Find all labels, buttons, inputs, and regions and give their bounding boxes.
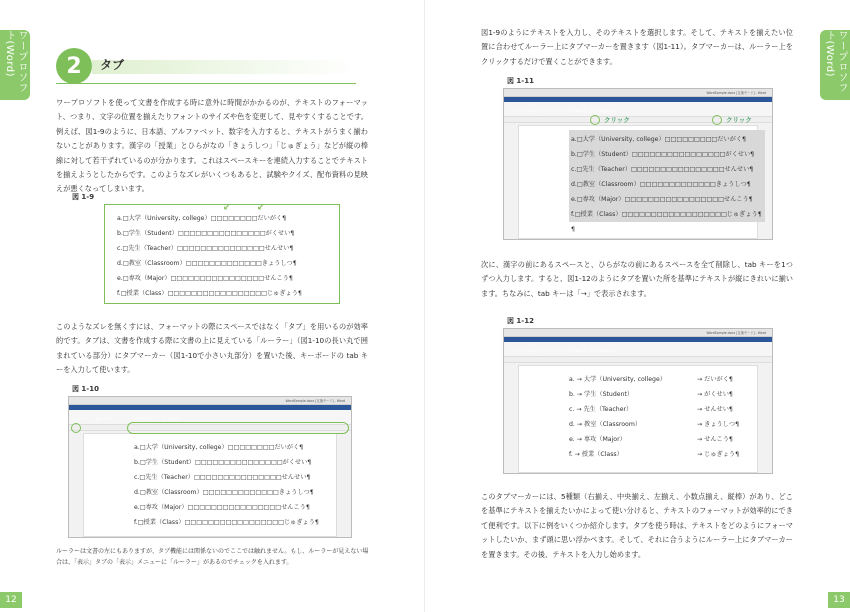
figure-1-11-word-window [503,88,773,240]
section-title: タブ [100,58,125,72]
section-heading-bar [92,60,356,74]
right-page [425,0,850,612]
word-ribbon [504,337,772,357]
table-row: f. → 授業（Class） → じゅぎょう¶ [569,451,740,458]
arrow-icon: ↙ [257,203,265,213]
tab-marker-1 [590,115,600,125]
select-text-paragraph: 図1-9のようにテキストを入力し、そのテキストを選択します。そして、テキストを揃えたい位置に合わせてルーラー上にタブマーカーを置きます（図1-11）。タブマーカーは、ルーラー上をクリックするだけで置くことができます。 [481,28,793,66]
footnote: ルーラーは文書の左にもありますが、タブ機能には関係ないのでここでは触れません。もし、ルーラーが見えない場合は、「表示」タブの「表示」メニューに「ルーラー」があるのでチェックを入れます。 [56,548,369,566]
word-title-bar: WordSample.docx [互換モード] - Word [69,397,351,405]
list-item: d.□教室（Classroom）□□□□□□□□□□□□□きょうしつ¶ [571,181,751,188]
table-row: e. → 専攻（Major） → せんこう¶ [569,436,733,443]
list-item: a.□大学（University, college）□□□□□□□□だいがく¶ [134,444,304,451]
ribbon-tabs: ファイル ホーム 挿入 デザイン レイアウト 参考資料 差し込み文書 校閲 表示 [504,97,772,102]
figure-1-12-word-window [503,328,773,474]
word-document-area [504,363,772,473]
word-title-bar: WordSample.docx [互換モード] - Word [504,329,772,337]
page-number: 12 [0,592,22,608]
figure-1-12-rows [569,372,769,462]
arrow-icon: ↙ [223,203,231,213]
word-document-area [504,123,772,239]
ruler-highlight [127,422,349,434]
list-item: c.□先生（Teacher）□□□□□□□□□□□□□□□□せんせい¶ [571,166,754,173]
document-sheet [83,433,337,537]
figure-1-11-lines [571,132,762,237]
chapter-side-tab: ワープロソフト(Word) [0,30,30,100]
list-item: e.□専攻（Major）□□□□□□□□□□□□□□□□□せんこう¶ [571,196,753,203]
ribbon-tabs: ファイル ホーム 挿入 デザイン レイアウト 参考資料 差し込み文書 校閲 表示 [504,337,772,342]
list-item: a.□大学（University, college）□□□□□□□□だいがく¶ [117,215,287,222]
list-item: c.□先生（Teacher）□□□□□□□□□□□□□□□せんせい¶ [134,474,311,481]
figure-1-10-caption: 図 1-10 [72,385,99,393]
figure-1-12-caption: 図 1-12 [507,317,534,325]
chapter-side-tab: ワープロソフト(Word) [820,30,850,100]
tab-marker-2 [712,115,722,125]
list-item: f.□授業（Class）□□□□□□□□□□□□□□□□□□じゅぎょう¶ [571,211,762,218]
list-item: b.□学生（Student）□□□□□□□□□□□□□□□がくせい¶ [134,459,312,466]
list-item: d.□教室（Classroom）□□□□□□□□□□□□□きょうしつ¶ [134,489,314,496]
document-sheet [518,365,758,473]
click-label-1: クリック [604,116,630,124]
figure-1-9-caption: 図 1-9 [72,193,95,201]
table-row: c. → 先生（Teacher） → せんせい¶ [569,406,733,413]
table-row: b. → 学生（Student） → がくせい¶ [569,391,733,398]
list-item: f.□授業（Class）□□□□□□□□□□□□□□□□□じゅぎょう¶ [117,290,302,297]
word-ribbon [504,97,772,117]
ribbon-tabs: ファイル ホーム 挿入 デザイン レイアウト 参考資料 差し込み文書 校閲 表示 [69,405,351,410]
figure-1-10-word-window [68,396,352,538]
list-item: a.□大学（University, college）□□□□□□□□□だいがく¶ [571,136,746,143]
table-row: a. → 大学（University, college） → だいがく¶ [569,376,733,383]
document-sheet [518,125,762,239]
click-label-2: クリック [726,116,752,124]
list-item: b.□学生（Student）□□□□□□□□□□□□□□□□がくせい¶ [571,151,755,158]
table-row: d. → 教室（Classroom） → きょうしつ¶ [569,421,740,428]
figure-1-9-lines [117,211,302,301]
page-number: 13 [828,592,850,608]
list-item: f.□授業（Class）□□□□□□□□□□□□□□□□□じゅぎょう¶ [134,519,319,526]
list-item: e.□専攻（Major）□□□□□□□□□□□□□□□□せんこう¶ [117,275,293,282]
intro-paragraph: ワープロソフトを使って文書を作成する時に意外に時間がかかるのが、テキストのフォーマット、つまり、文字の位置を揃えたりフォントのサイズや色を変更して、見やすくすることです。例えば、図1-9のように、日本語、アルファベット、数字を入力すると、テキストがうまく揃わないことがあります。漢字の「授業」とひらがなの「きょうしつ」「じゅぎょう」などが縦の棒線に対して若干ずれているのが分かります。これはスペースキーを連続入力することでテキストを揃えようとしたからです。このようなズレがいくつもあると、試験やクイズ、配布資料の見映えが悪くなってしまいます。 [56,98,368,194]
list-item: ¶ [571,226,575,233]
list-item: b.□学生（Student）□□□□□□□□□□□□□□□がくせい¶ [117,230,295,237]
tab-types-paragraph: このタブマーカーには、5種類（右揃え、中央揃え、左揃え、小数点揃え、縦棒）があり、どこを基準にテキストを揃えたいかによって使い分けると、テキストのフォーマットが効率的にできて便利です。以下に例をいくつか紹介します。タブを使う時は、テキストをどのようにフォーマットしたいか、まず頭に思い浮かべます。そして、それに合うようにルーラー上にタブマーカーを置きます。その後、テキストを入力し始めます。 [481,492,793,559]
list-item: e.□専攻（Major）□□□□□□□□□□□□□□□□せんこう¶ [134,504,310,511]
list-item: d.□教室（Classroom）□□□□□□□□□□□□□きょうしつ¶ [117,260,297,267]
figure-1-11-caption: 図 1-11 [507,77,534,85]
tab-explanation-paragraph: このようなズレを無くすには、フォーマットの際にスペースではなく「タブ」を用いるのが効率的です。タブは、文書を作成する際に文書の上に見えている「ルーラー」（図1-10の長い丸で囲まれている部分）にタブマーカー（図1-10で小さい丸部分）を置いた後、キーボードの tab キーを入力して使います。 [56,322,368,375]
figure-1-9 [104,204,340,304]
word-title-bar: WordSample.docx [互換モード] - Word [504,89,772,97]
figure-1-10-lines [134,440,319,530]
delete-spaces-paragraph: 次に、漢字の前にあるスペースと、ひらがなの前にあるスペースを全て削除し、tab キーを1つずつ入力します。すると、図1-12のようにタブを置いた所を基準にテキストが縦にきれいに揃います。ちなみに、tab キーは「→」で表示されます。 [481,260,793,298]
word-document-area [69,431,351,537]
section-number: 2 [56,48,92,84]
tab-marker-highlight [71,423,81,433]
list-item: c.□先生（Teacher）□□□□□□□□□□□□□□□せんせい¶ [117,245,294,252]
section-heading [56,46,356,84]
